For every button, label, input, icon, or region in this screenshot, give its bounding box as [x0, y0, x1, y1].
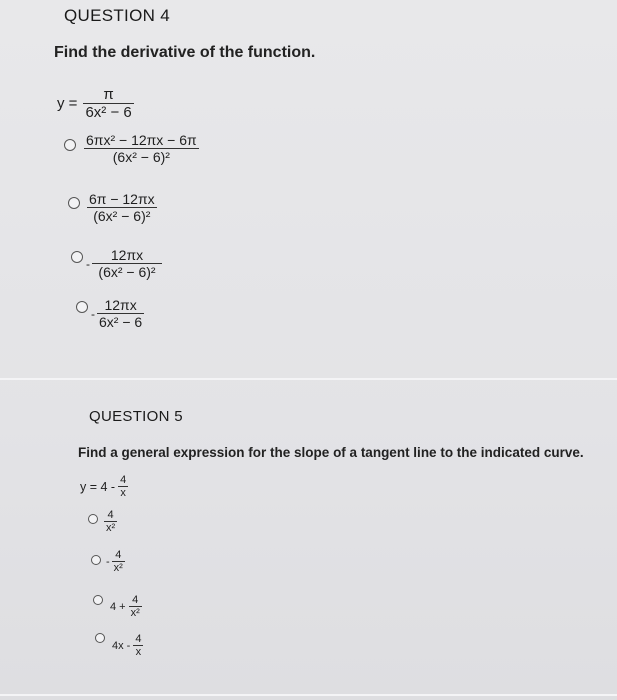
- option-denominator: x: [135, 646, 142, 658]
- q5-option-3[interactable]: [110, 594, 142, 619]
- q4-option-3-radio[interactable]: [71, 251, 83, 263]
- q4-option-1[interactable]: [84, 132, 199, 165]
- function-fraction: [118, 474, 128, 499]
- question-divider: [0, 378, 617, 380]
- function-numerator: 4: [120, 474, 127, 486]
- q5-option-1[interactable]: [104, 509, 117, 534]
- option-numerator: 6πx² − 12πx − 6π: [86, 132, 197, 148]
- q5-option-4[interactable]: [112, 633, 143, 658]
- option-negative-sign: -: [86, 256, 90, 271]
- option-denominator: x²: [130, 607, 140, 619]
- q4-option-2[interactable]: [87, 191, 157, 224]
- function-denominator: 6x² − 6: [85, 104, 132, 121]
- option-numerator: 4: [132, 594, 139, 606]
- question-5-function: [80, 474, 128, 499]
- option-numerator: 4: [115, 549, 122, 561]
- question-4-function: [57, 86, 134, 121]
- option-numerator: 12πx: [110, 247, 144, 263]
- q5-option-4-radio[interactable]: [95, 633, 105, 643]
- function-lhs: y =: [57, 95, 78, 112]
- question-5-prompt: Find a general expression for the slope of a tangent line to the indicated curve.: [78, 445, 584, 460]
- function-lhs: y = 4 -: [80, 479, 116, 494]
- option-numerator: 4: [135, 633, 142, 645]
- question-4-prompt: Find the derivative of the function.: [54, 44, 316, 61]
- option-numerator: 6π − 12πx: [89, 191, 155, 207]
- option-denominator: (6x² − 6)²: [98, 264, 156, 280]
- q4-option-4-radio[interactable]: [76, 301, 88, 313]
- option-prefix: 4x -: [112, 639, 131, 652]
- option-denominator: (6x² − 6)²: [93, 208, 151, 224]
- q5-option-2-radio[interactable]: [91, 555, 101, 565]
- option-prefix: -: [106, 555, 110, 568]
- question-4-title: QUESTION 4: [64, 6, 170, 25]
- option-negative-sign: -: [91, 306, 95, 321]
- bottom-divider: [0, 694, 617, 696]
- q4-option-1-radio[interactable]: [64, 139, 76, 151]
- option-denominator: (6x² − 6)²: [112, 149, 170, 165]
- q5-option-3-radio[interactable]: [93, 595, 103, 605]
- function-denominator: x: [120, 487, 126, 499]
- q5-option-1-radio[interactable]: [88, 514, 98, 524]
- q4-option-4[interactable]: [91, 297, 144, 330]
- question-5-title: QUESTION 5: [89, 408, 183, 425]
- option-prefix: 4 +: [110, 600, 126, 613]
- q4-option-2-radio[interactable]: [68, 197, 80, 209]
- option-denominator: x²: [113, 562, 123, 574]
- function-numerator: π: [103, 86, 114, 103]
- q4-option-3[interactable]: [86, 247, 162, 280]
- option-denominator: x²: [106, 522, 116, 534]
- option-numerator: 12πx: [104, 297, 137, 313]
- q5-option-2[interactable]: [106, 549, 125, 574]
- function-fraction: [83, 86, 133, 121]
- option-numerator: 4: [107, 509, 114, 521]
- option-denominator: 6x² − 6: [99, 314, 143, 330]
